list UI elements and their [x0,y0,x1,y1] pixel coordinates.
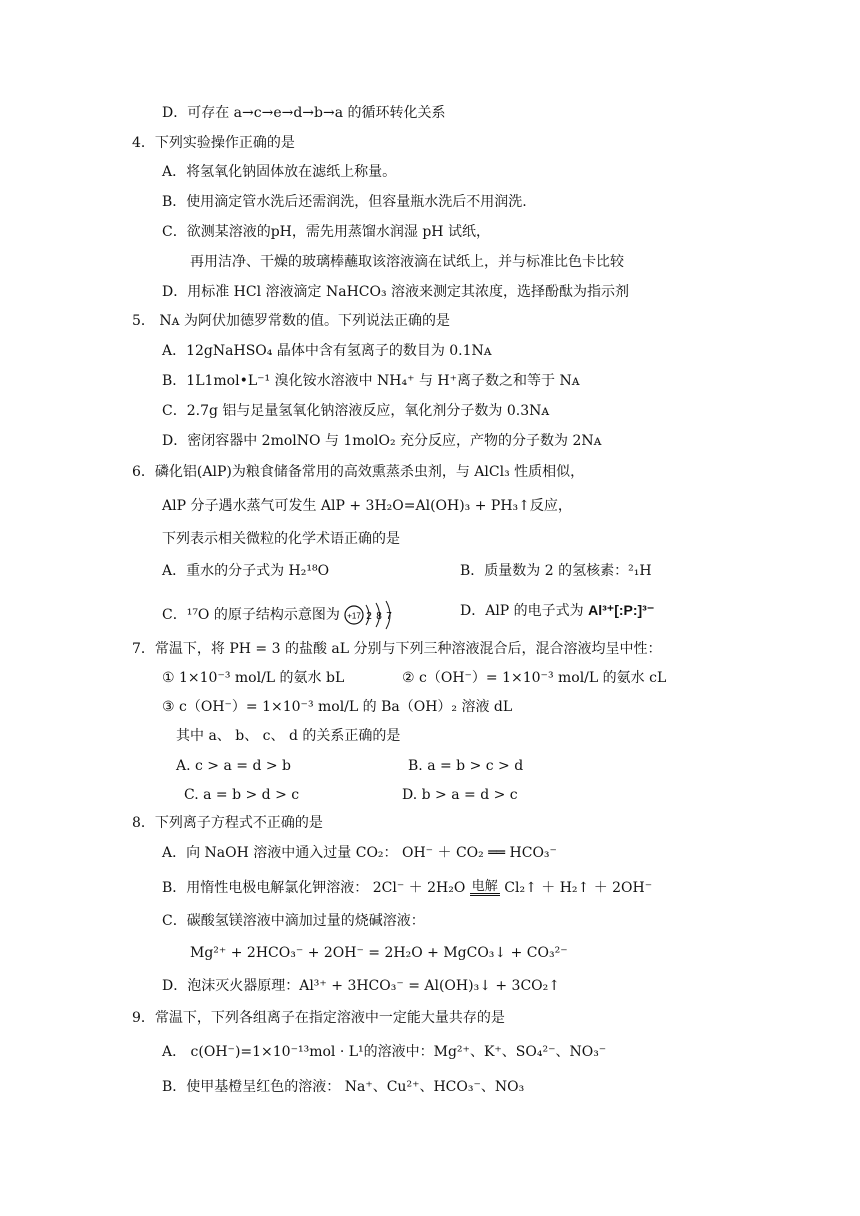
shell-1-count: 2 [366,611,373,622]
q7-option-a: A. c > a = d > b [176,758,292,774]
shell-2-count: 8 [376,611,383,622]
q7-option-c: C. a = b > d > c [184,787,300,803]
q7-item-3: ③ c（OH⁻）= 1×10⁻³ mol/L 的 Ba（OH）₂ 溶液 dL [162,699,513,715]
q8-option-b-right: Cl₂↑ ＋ H₂↑ ＋ 2OH⁻ [504,880,653,896]
q4-option-c: C．欲测某溶液的pH，需先用蒸馏水润湿 pH 试纸， [162,224,490,240]
q6-option-a: A．重水的分子式为 H₂¹⁸O [162,563,330,579]
q8-option-b [162,878,652,898]
q6-option-b: B．质量数为 2 的氢核素：²₁H [460,563,652,579]
electrolysis-arrow [470,880,500,896]
q4-option-b: B．使用滴定管水洗后还需润洗，但容量瓶水洗后不用润洗. [162,194,527,210]
q6-stem-question: 下列表示相关微粒的化学术语正确的是 [162,531,400,547]
q6-option-c-label: C．¹⁷O 的原子结构示意图为 [162,607,340,623]
q6-stem: 6．磷化铝(AlP)为粮食储备常用的高效熏蒸杀虫剂，与 AlCl₃ 性质相似， [132,464,585,480]
q4-stem: 4．下列实验操作正确的是 [132,135,295,151]
q3-option-d: D．可存在 a→c→e→d→b→a 的循环转化关系 [162,105,446,121]
q9-option-b: B．使甲基橙呈红色的溶液： Na⁺、Cu²⁺、HCO₃⁻、NO₃ [162,1079,525,1095]
q8-option-b-left: B．用惰性电极电解氯化钾溶液： 2Cl⁻ ＋ 2H₂O [162,880,466,896]
q9-stem: 9．常温下，下列各组离子在指定溶液中一定能大量共存的是 [132,1010,505,1026]
q8-stem: 8．下列离子方程式不正确的是 [132,815,323,831]
q7-item-1: ① 1×10⁻³ mol/L 的氨水 bL [162,670,345,686]
q7-option-b: B. a = b > c > d [408,758,524,774]
electrolysis-condition: 电解 [471,879,498,894]
shell-3-count: 7 [386,611,393,622]
q4-option-a: A．将氢氧化钠固体放在滤纸上称量。 [162,164,397,180]
q8-option-c-equation: Mg²⁺ + 2HCO₃⁻ + 2OH⁻ = 2H₂O + MgCO₃↓ + CO₃²⁻ [190,945,568,961]
q9-option-a: A． c(OH⁻)=1×10⁻¹³mol · L¹的溶液中：Mg²⁺、K⁺、SO₄²⁻、NO₃⁻ [162,1044,607,1060]
atom-structure-diagram [344,600,400,630]
q4-option-d: D．用标准 HCl 溶液滴定 NaHCO₃ 溶液来测定其浓度，选择酚酞为指示剂 [162,284,630,300]
q6-stem-reaction: AlP 分子遇水蒸气可发生 AlP + 3H₂O=Al(OH)₃ + PH₃↑反应， [162,498,572,514]
q7-stem: 7．常温下，将 PH = 3 的盐酸 aL 分别与下列三种溶液混合后，混合溶液均呈中性： [132,641,662,657]
nucleus-charge: +17 [347,611,362,621]
q5-option-a: A．12gNaHSO₄ 晶体中含有氢离子的数目为 0.1Nᴀ [162,343,492,359]
alp-electron-formula: Al³⁺[:P:]³⁻ [588,602,655,618]
q6-option-d [460,600,654,621]
q8-option-c: C．碳酸氢镁溶液中滴加过量的烧碱溶液： [162,913,425,929]
q5-stem: 5． Nᴀ 为阿伏加德罗常数的值。下列说法正确的是 [132,313,450,329]
q6-option-c [162,600,400,630]
q5-option-c: C．2.7g 铝与足量氢氧化钠溶液反应，氧化剂分子数为 0.3Nᴀ [162,403,550,419]
q5-option-b: B．1L1mol•L⁻¹ 溴化铵水溶液中 NH₄⁺ 与 H⁺离子数之和等于 Nᴀ [162,373,580,389]
q7-relation-stem: 其中 a、 b、 c、 d 的关系正确的是 [176,728,401,744]
q8-option-d: D．泡沫灭火器原理：Al³⁺ + 3HCO₃⁻ = Al(OH)₃↓ + 3CO₂↑ [162,978,560,994]
q8-option-a: A．向 NaOH 溶液中通入过量 CO₂： OH⁻ ＋ CO₂ ══ HCO₃⁻ [162,845,557,861]
q5-option-d: D．密闭容器中 2molNO 与 1molO₂ 充分反应，产物的分子数为 2Nᴀ [162,433,602,449]
q6-option-d-label: D．AlP 的电子式为 [460,603,584,619]
q7-item-2: ② c（OH⁻）= 1×10⁻³ mol/L 的氨水 cL [402,670,667,686]
q7-option-d: D. b > a = d > c [402,787,518,803]
q4-option-c-cont: 再用洁净、干燥的玻璃棒蘸取该溶液滴在试纸上，并与标准比色卡比较 [190,254,624,270]
